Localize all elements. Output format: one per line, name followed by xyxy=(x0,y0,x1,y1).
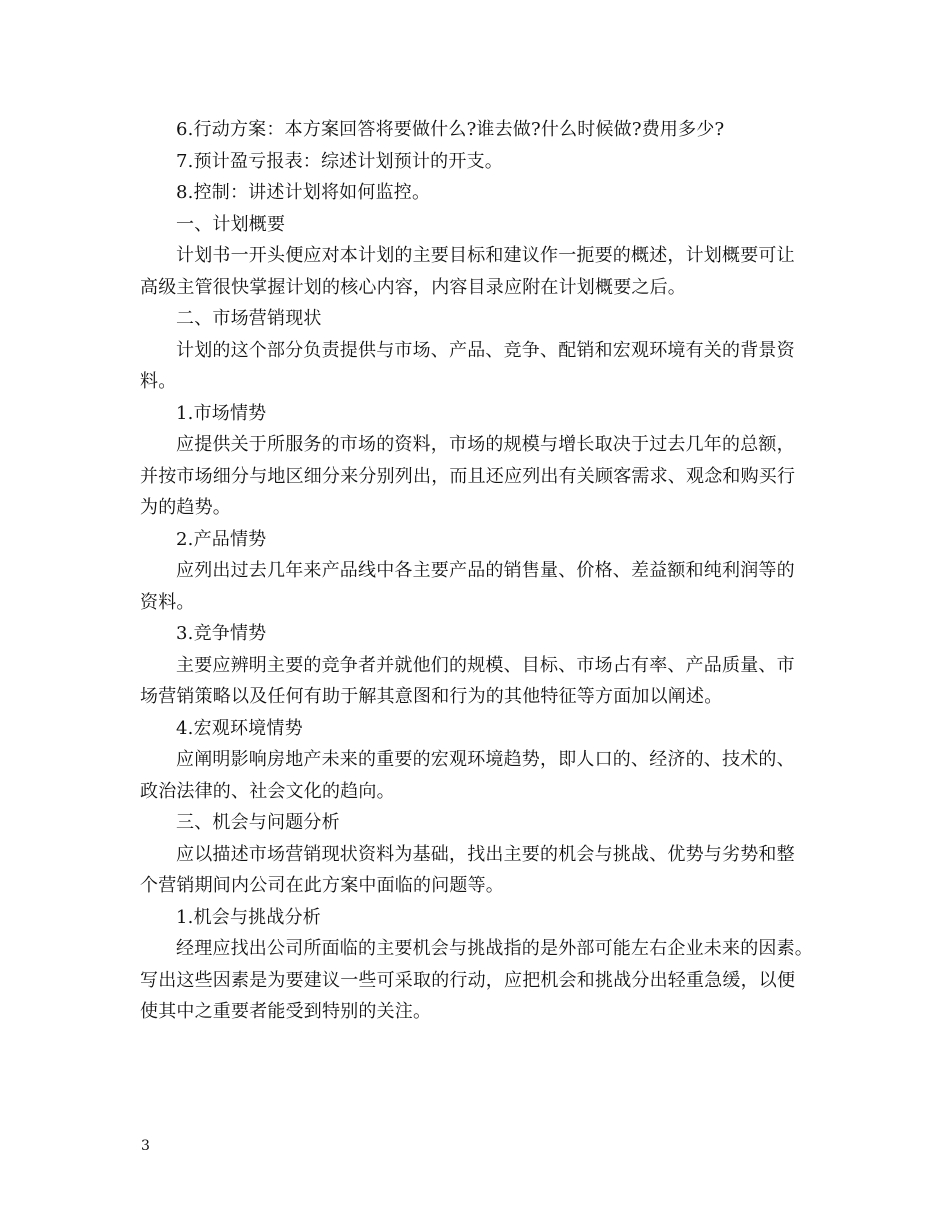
text-line: 经理应找出公司所面临的主要机会与挑战指的是外部可能左右企业未来的因素。 xyxy=(176,938,813,959)
document-body xyxy=(140,114,820,1028)
subsection-heading: 1.机会与挑战分析 xyxy=(176,906,321,928)
text-line: 写出这些因素是为要建议一些可采取的行动，应把机会和挑战分出轻重急缓，以便 xyxy=(140,969,796,991)
text-line: 高级主管很快掌握计划的核心内容，内容目录应附在计划概要之后。 xyxy=(140,276,686,298)
section-heading: 三、机会与问题分析 xyxy=(176,812,340,833)
text-line: 为的趋势。 xyxy=(140,497,231,518)
text-line: 6.行动方案：本方案回答将要做什么?谁去做?什么时候做?费用多少? xyxy=(176,119,725,140)
section-heading: 一、计划概要 xyxy=(176,213,286,235)
text-line: 应列出过去几年来产品线中各主要产品的销售量、价格、差益额和纯利润等的 xyxy=(176,560,795,581)
text-line: 计划的这个部分负责提供与市场、产品、竞争、配销和宏观环境有关的背景资 xyxy=(176,339,795,361)
text-line: 场营销策略以及任何有助于解其意图和行为的其他特征等方面加以阐述。 xyxy=(140,686,723,707)
text-line: 应以描述市场营销现状资料为基础，找出主要的机会与挑战、优势与劣势和整 xyxy=(176,843,795,865)
text-line: 料。 xyxy=(140,371,177,392)
section-heading: 二、市场营销现状 xyxy=(176,308,322,329)
text-line: 个营销期间内公司在此方案中面临的问题等。 xyxy=(140,875,504,896)
text-line: 应提供关于所服务的市场的资料，市场的规模与增长取决于过去几年的总额， xyxy=(176,434,795,455)
text-line: 资料。 xyxy=(140,591,195,613)
subsection-heading: 3.竞争情势 xyxy=(176,623,267,644)
text-line: 8.控制：讲述计划将如何监控。 xyxy=(176,182,431,203)
subsection-heading: 4.宏观环境情势 xyxy=(176,717,303,739)
subsection-heading: 2.产品情势 xyxy=(176,528,267,550)
text-line: 7.预计盈亏报表：综述计划预计的开支。 xyxy=(176,150,503,172)
text-line: 政治法律的、社会文化的趋向。 xyxy=(140,780,395,802)
text-line: 主要应辨明主要的竞争者并就他们的规模、目标、市场占有率、产品质量、市 xyxy=(176,654,795,676)
text-line: 计划书一开头便应对本计划的主要目标和建议作一扼要的概述，计划概要可让 xyxy=(176,245,795,266)
page-number: 3 xyxy=(141,1138,150,1154)
text-line: 使其中之重要者能受到特别的关注。 xyxy=(140,1001,432,1022)
text-line: 并按市场细分与地区细分来分别列出，而且还应列出有关顾客需求、观念和购买行 xyxy=(140,465,796,487)
text-line: 应阐明影响房地产未来的重要的宏观环境趋势，即人口的、经济的、技术的、 xyxy=(176,749,795,770)
subsection-heading: 1.市场情势 xyxy=(176,402,267,424)
